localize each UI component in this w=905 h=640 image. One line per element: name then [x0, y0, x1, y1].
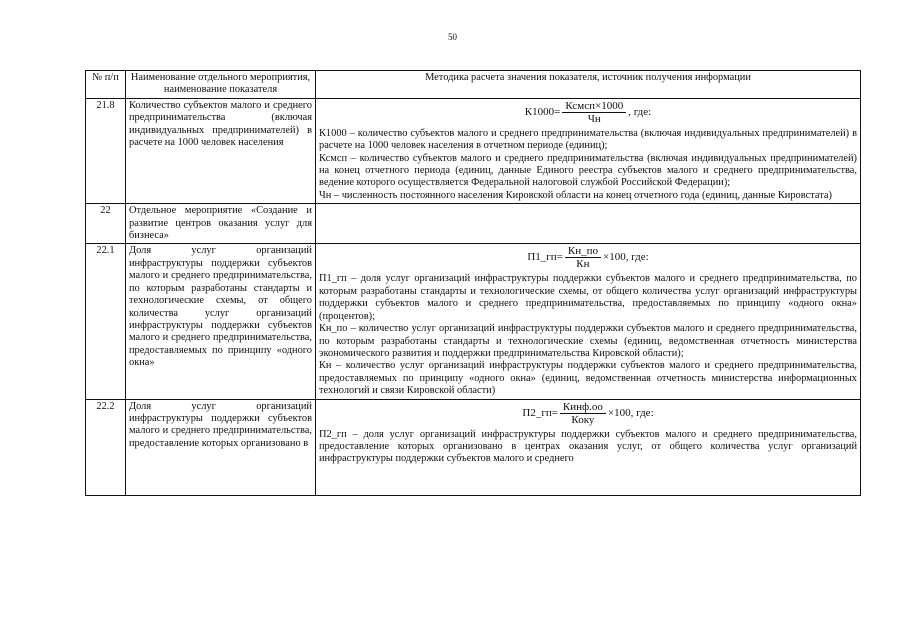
header-name: Наименование отдельного мероприятия, наименование показателя: [126, 71, 316, 99]
formula-numerator: Кинф.оо: [560, 401, 606, 414]
formula-numerator: Ксмсп×1000: [562, 100, 626, 113]
row-method-empty: [316, 204, 861, 244]
method-paragraph: Ксмсп – количество субъектов малого и среднего предпринимательства (включая индивидуальных предпринимателей) на конец отчетного периода (единиц, данные Единого реестра субъектов малого и среднего предпринимательства, ведение которого осуществляется Федеральной налоговой службой Российской Федерации);: [319, 152, 857, 189]
formula: [319, 401, 857, 426]
indicators-table: [85, 70, 861, 496]
row-name: Отдельное мероприятие «Создание и развитие центров оказания услуг для бизнеса»: [126, 204, 316, 244]
method-paragraph: К1000 – количество субъектов малого и среднего предпринимательства (включая индивидуальных предпринимателей) в расчете на 1000 человек населения в отчетном периоде (единиц);: [319, 127, 857, 152]
row-number: 22.1: [86, 244, 126, 399]
formula-lhs: П1_гп=: [527, 251, 563, 264]
formula-lhs: П2_гп=: [522, 406, 558, 419]
header-number: № п/п: [86, 71, 126, 99]
formula-denominator: Коку: [571, 413, 595, 426]
formula: [319, 100, 857, 125]
formula-lhs: К1000=: [524, 105, 561, 118]
formula-fraction: [565, 245, 601, 270]
method-paragraph: П1_гп – доля услуг организаций инфраструктуры поддержки субъектов малого и среднего предпринимательства, по которым разработаны стандарты и технологические схемы, от общего количества услуг организаций инфраструктуры поддержки субъектов малого и среднего предпринимательства, предоставляемых по принципу «одного окна» (процентов);: [319, 273, 857, 322]
row-name: Количество субъектов малого и среднего предпринимательства (включая индивидуальных предпринимателей) в расчете на 1000 человек населения: [126, 98, 316, 203]
table-header-row: [86, 71, 861, 99]
formula-numerator: Кн_по: [565, 245, 601, 258]
method-paragraph: Кн_по – количество услуг организаций инфраструктуры поддержки субъектов малого и среднего предпринимательства, по которым разработаны стандарты и технологические схемы (единиц, ведомственная отчетность министерства экономического развития и поддержки предпринимательства Кировской области);: [319, 323, 857, 359]
row-method: [316, 244, 861, 399]
formula-denominator: Кн: [576, 258, 590, 271]
formula-tail: ×100, где:: [607, 406, 654, 419]
header-method: Методика расчета значения показателя, источник получения информации: [316, 71, 861, 99]
table-row: [86, 98, 861, 203]
row-name: [126, 399, 316, 495]
formula-tail: ×100, где:: [602, 251, 649, 264]
formula: [319, 245, 857, 270]
row-method: [316, 399, 861, 495]
table-row: [86, 244, 861, 399]
row-number: 21.8: [86, 98, 126, 203]
method-paragraph: Кн – количество услуг организаций инфраструктуры поддержки субъектов малого и среднего предпринимательства, предоставляемых по принципу «одного окна» (единиц, ведомственная отчетность министерства информационных технологий и связи Кировской области): [319, 360, 857, 397]
formula-fraction: [560, 401, 606, 426]
row-name-text: Доля услуг организаций инфраструктуры поддержки субъектов малого и среднего предпринимательства, предоставление которых организовано в: [129, 400, 312, 449]
formula-denominator: Чн: [587, 112, 601, 125]
formula-tail: , где:: [628, 105, 652, 118]
row-method: [316, 98, 861, 203]
formula-fraction: [562, 100, 626, 125]
row-method-clip: [319, 401, 857, 494]
row-number: 22: [86, 204, 126, 244]
row-name: Доля услуг организаций инфраструктуры поддержки субъектов малого и среднего предпринимательства, по которым разработаны стандарты и технологические схемы, от общего количества услуг организаций инфраструктуры поддержки субъектов малого и среднего предпринимательства, предоставляемых по принципу «одного окна»: [126, 244, 316, 399]
page-number: 50: [448, 32, 457, 42]
method-paragraph: П2_гп – доля услуг организаций инфраструктуры поддержки субъектов малого и среднего предпринимательства, предоставление которых организовано в центрах оказания услуг, от общего количества услуг организаций инфраструктуры поддержки субъектов малого и среднего: [319, 428, 857, 465]
table-row: [86, 204, 861, 244]
table-row: [86, 399, 861, 495]
row-number: 22.2: [86, 399, 126, 495]
method-paragraph: Чн – численность постоянного населения Кировской области на конец отчетного года (единиц, данные Кировстата): [319, 189, 832, 201]
